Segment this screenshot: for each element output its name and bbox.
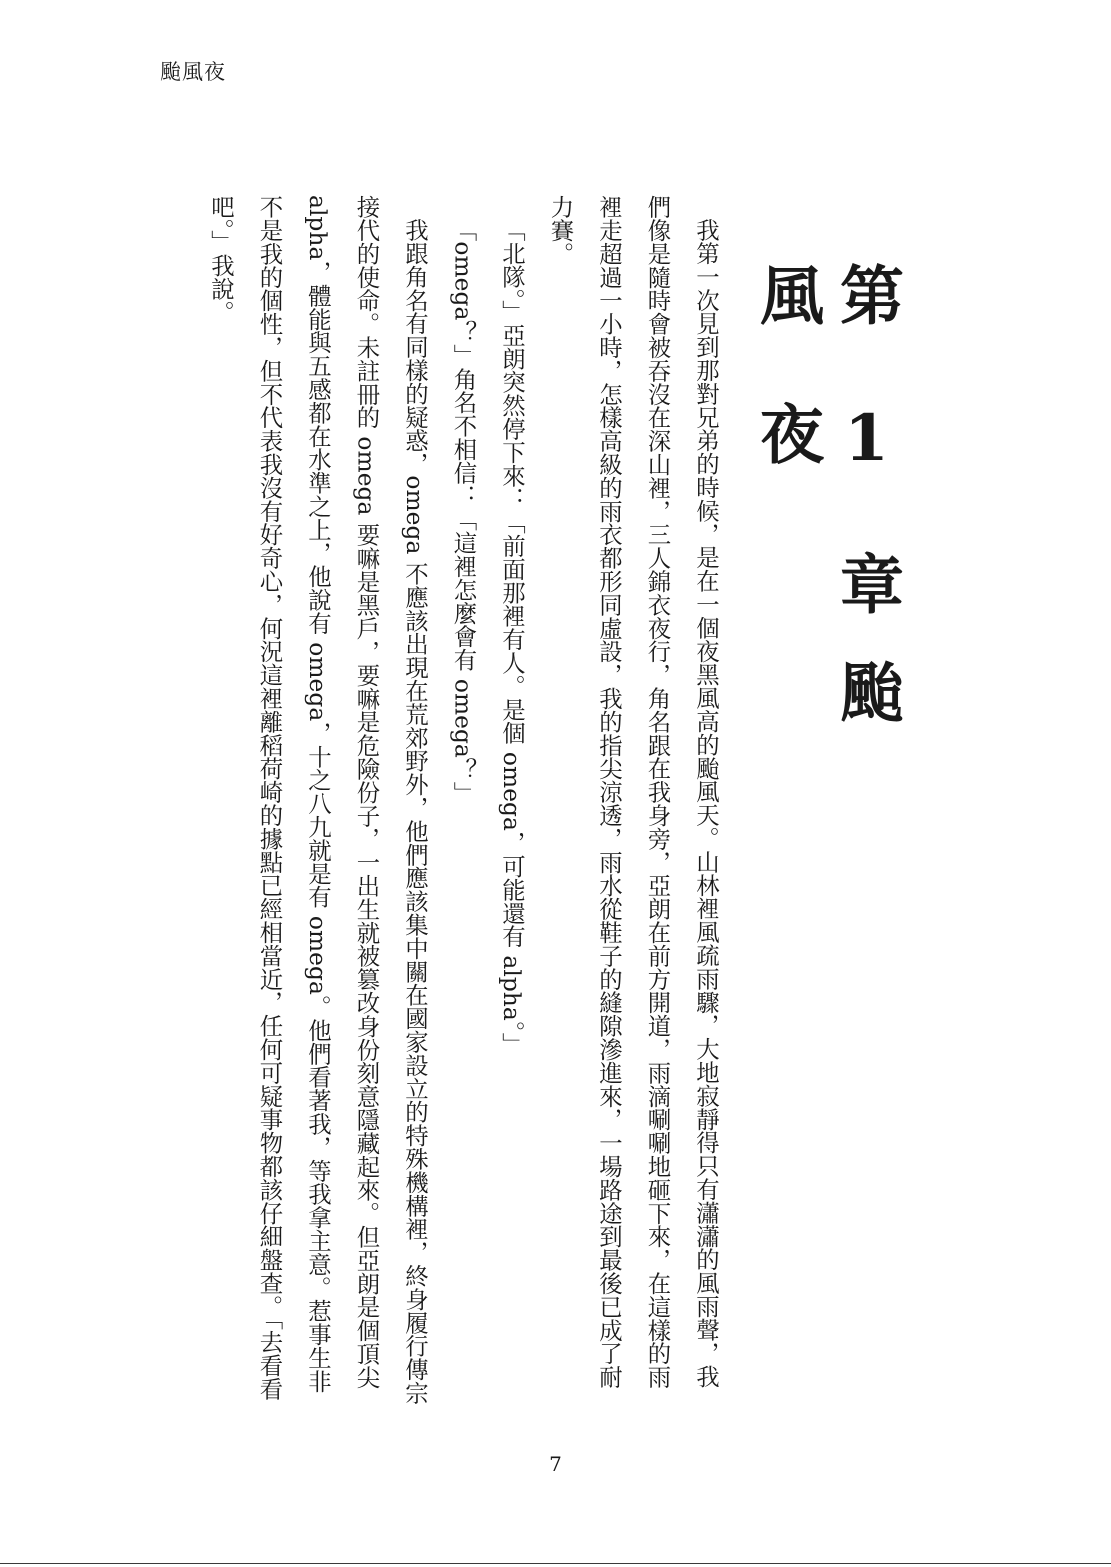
paragraph: 我第一次見到那對兄弟的時候，是在一個夜黑風高的颱風天。山林裡風疏雨驟，大地寂靜得只有瀟瀟的風雨聲，我們像是隨時會被吞沒在深山裡，三人錦衣夜行，角名跟在我身旁，亞朗在前方開道，雨滴唰唰地砸下來，在這樣的雨裡走超過一小時，怎樣高級的雨衣都形同虛設，我的指尖涼透，雨水從鞋子的縫隙滲進來，一場路途到最後已成了耐力賽。 xyxy=(546,195,720,1389)
chapter-heading xyxy=(749,262,906,782)
chapter-body xyxy=(150,195,730,1405)
page-bottom-rule xyxy=(0,1563,1111,1564)
paragraph: 「北隊。」亞朗突然停下來：「前面那裡有人。是個 omega，可能還有 alpha。」 xyxy=(498,218,526,1057)
paragraph: 我跟角名有同樣的疑惑，omega 不應該出現在荒郊野外，他們應該集中關在國家設立的特殊機構裡，終身履行傳宗接代的使命。未註冊的 omega 要嘛是黑戶，要嘛是危險份子，一出生就被篡改身份刻意隱藏起來。但亞朗是個頂尖 alpha，體能與五感都在水準之上，他說有 omega，十之八九就是有 omega。他們看著我，等我拿主意。惹事生非不是我的個性，但不代表我沒有好奇心，何況這裡離稻荷崎的據點已經相當近，任何可疑事物都該仔細盤查。「去看看吧。」我說。 xyxy=(207,195,429,1405)
running-header: 颱風夜 xyxy=(160,60,226,84)
paragraph: 「omega？」角名不相信：「這裡怎麼會有 omega？」 xyxy=(449,218,478,806)
chapter-title: 颱 風 夜 xyxy=(749,262,904,723)
chapter-number: 第 1 章 xyxy=(829,262,904,615)
page-number: 7 xyxy=(549,1452,562,1476)
